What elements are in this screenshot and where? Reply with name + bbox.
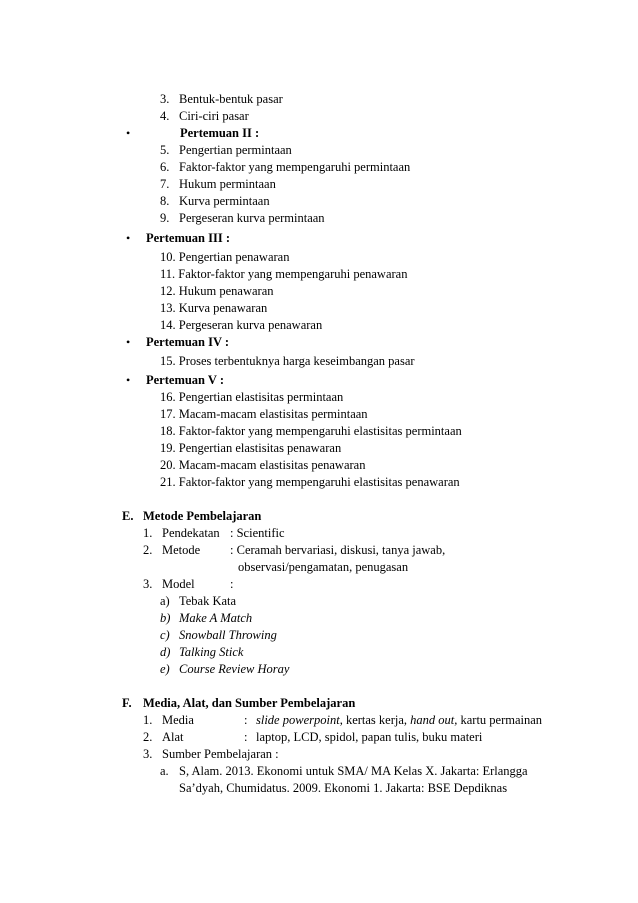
list-item: 9. Pergeseran kurva permintaan [160,211,325,225]
list-item: 2. Metode : Ceramah bervariasi, diskusi, tanya jawab, [143,543,446,557]
list-item: 21. Faktor-faktor yang mempengaruhi elastisitas penawaran [160,475,460,489]
list-item: d) Talking Stick [160,645,244,659]
meeting-heading: Pertemuan II : [180,126,260,140]
list-item: 17. Macam-macam elastisitas permintaan [160,407,368,421]
list-item: 18. Faktor-faktor yang mempengaruhi elastisitas permintaan [160,424,462,438]
list-item: 11. Faktor-faktor yang mempengaruhi penawaran [160,267,408,281]
bullet-icon: • [126,231,131,245]
reference-item: a. S, Alam. 2013. Ekonomi untuk SMA/ MA Kelas X. Jakarta: Erlangga [160,764,528,778]
list-item: a) Tebak Kata [160,594,237,608]
list-item: 3. Sumber Pembelajaran : [143,747,279,761]
list-item: 15. Proses terbentuknya harga keseimbangan pasar [160,354,415,368]
section-heading: F. Media, Alat, dan Sumber Pembelajaran [122,696,356,710]
list-item: 4. Ciri-ciri pasar [160,109,249,123]
list-item: 1. Pendekatan : Scientific [143,526,285,540]
list-item: c) Snowball Throwing [160,628,277,642]
list-item: 10. Pengertian penawaran [160,250,290,264]
meeting-heading: Pertemuan III : [146,231,231,245]
list-item: 14. Pergeseran kurva penawaran [160,318,323,332]
list-item: 13. Kurva penawaran [160,301,268,315]
list-item: e) Course Review Horay [160,662,290,676]
meeting-heading: Pertemuan V : [146,373,224,387]
list-item: 1. Media : slide powerpoint, kertas kerja, hand out, kartu permainan [143,713,543,727]
bullet-icon: • [126,373,131,387]
list-item: 16. Pengertian elastisitas permintaan [160,390,344,404]
meeting-heading: Pertemuan IV : [146,335,230,349]
list-item: 5. Pengertian permintaan [160,143,292,157]
list-item: 3. Model : [143,577,234,591]
list-item-continuation: observasi/pengamatan, penugasan [238,560,409,574]
list-item: 7. Hukum permintaan [160,177,276,191]
list-item: 2. Alat : laptop, LCD, spidol, papan tulis, buku materi [143,730,483,744]
list-item: 6. Faktor-faktor yang mempengaruhi permintaan [160,160,411,174]
list-item: 19. Pengertian elastisitas penawaran [160,441,342,455]
reference-item-continuation: Sa’dyah, Chumidatus. 2009. Ekonomi 1. Jakarta: BSE Depdiknas [179,781,508,795]
list-item: b) Make A Match [160,611,253,625]
bullet-icon: • [126,126,131,140]
section-heading: E. Metode Pembelajaran [122,509,262,523]
list-item: 8. Kurva permintaan [160,194,270,208]
list-item: 12. Hukum penawaran [160,284,274,298]
bullet-icon: • [126,335,131,349]
list-item: 3. Bentuk-bentuk pasar [160,92,283,106]
list-item: 20. Macam-macam elastisitas penawaran [160,458,366,472]
